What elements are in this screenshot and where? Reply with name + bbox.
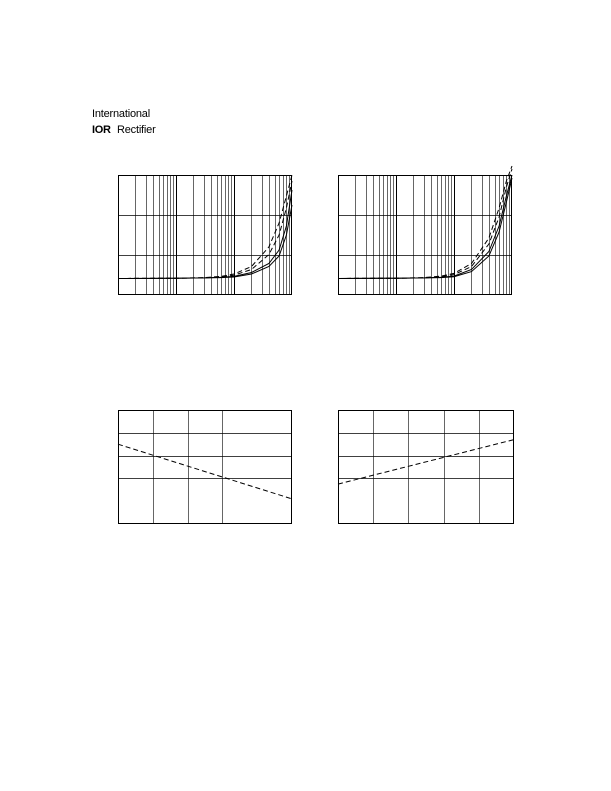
logo-mark-ior: IOR xyxy=(92,124,111,136)
chart-3 xyxy=(118,410,292,524)
chart-3-series-1 xyxy=(118,444,292,499)
chart-4 xyxy=(338,410,514,524)
chart-1-series-4 xyxy=(118,205,292,279)
chart-4-svg xyxy=(338,410,514,524)
chart-1-frame xyxy=(119,176,292,295)
chart-2-series-4 xyxy=(338,178,512,279)
chart-1-series-1 xyxy=(118,175,292,279)
logo-text-international: International xyxy=(92,108,150,120)
logo-text-rectifier: Rectifier xyxy=(117,124,156,136)
chart-2-frame xyxy=(339,176,512,295)
chart-1-svg xyxy=(118,175,292,295)
chart-2-series-2 xyxy=(338,169,512,279)
chart-2-svg xyxy=(338,175,512,295)
chart-4-frame xyxy=(339,411,514,524)
chart-3-frame xyxy=(119,411,292,524)
chart-2-series-3 xyxy=(338,175,512,279)
chart-2 xyxy=(338,175,512,295)
company-logo xyxy=(92,108,172,140)
chart-2-series-1 xyxy=(338,166,512,279)
chart-1-series-2 xyxy=(118,181,292,279)
chart-4-series-1 xyxy=(338,440,514,485)
chart-1-series-3 xyxy=(118,190,292,279)
chart-3-svg xyxy=(118,410,292,524)
chart-1 xyxy=(118,175,292,295)
